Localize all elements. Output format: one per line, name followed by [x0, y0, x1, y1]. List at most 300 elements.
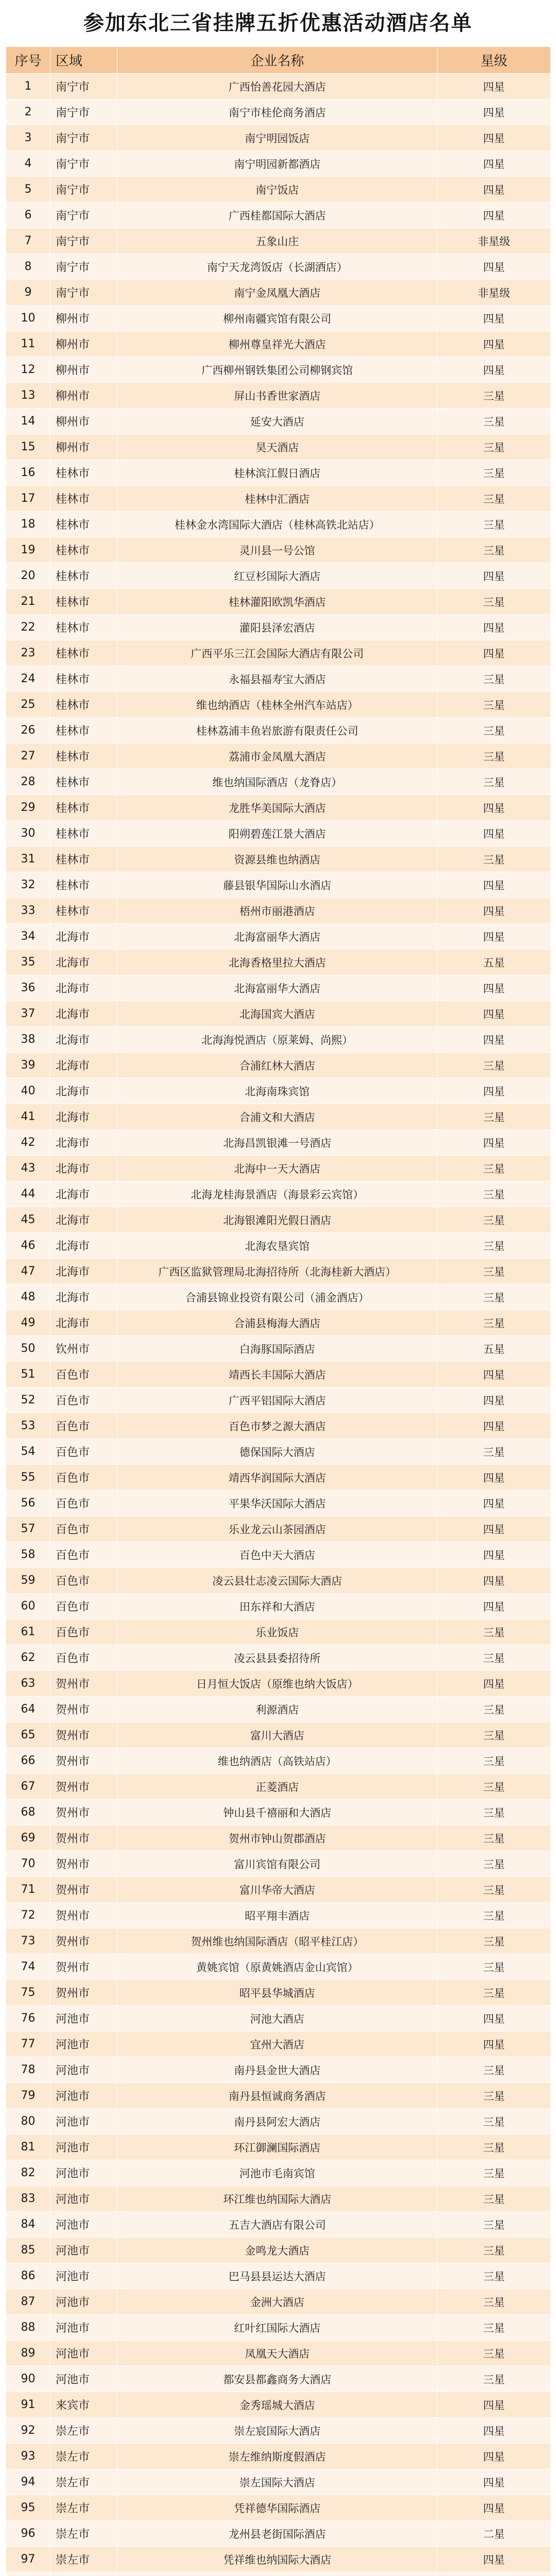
row-number: 86 — [6, 2263, 50, 2289]
row-number: 74 — [6, 1954, 50, 1980]
row-hotel-name: 广西怡善花园大酒店 — [117, 74, 438, 99]
row-hotel-name: 维也纳酒店（桂林全州汽车站店） — [117, 692, 438, 718]
row-star-rating: 三星 — [438, 1439, 551, 1465]
table-row — [6, 2418, 551, 2444]
row-star-rating: 四星 — [438, 125, 551, 151]
row-hotel-name: 梧州市丽港酒店 — [117, 898, 438, 924]
row-area: 北海市 — [50, 1207, 117, 1233]
row-number: 63 — [6, 1671, 50, 1697]
row-star-rating: 三星 — [438, 1645, 551, 1671]
row-hotel-name: 维也纳酒店（高铁站店） — [117, 1748, 438, 1774]
row-area: 北海市 — [50, 1233, 117, 1259]
table-row — [6, 1490, 551, 1516]
row-area: 桂林市 — [50, 537, 117, 563]
row-number: 33 — [6, 898, 50, 924]
row-area: 北海市 — [50, 1078, 117, 1104]
row-area — [50, 2572, 117, 2576]
header-no: 序号 — [6, 47, 50, 74]
row-area: 河池市 — [50, 2238, 117, 2263]
row-hotel-name: 龙州县老街国际酒店 — [117, 2521, 438, 2547]
row-number: 34 — [6, 924, 50, 950]
row-hotel-name: 合浦县锦业投资有限公司（浦金酒店） — [117, 1284, 438, 1310]
row-area: 贺州市 — [50, 1671, 117, 1697]
row-number: 72 — [6, 1903, 50, 1928]
row-hotel-name: 凤凰天大酒店 — [117, 2341, 438, 2366]
row-hotel-name: 富川大酒店 — [117, 1722, 438, 1748]
table-row — [6, 1387, 551, 1413]
row-star-rating: 三星 — [438, 512, 551, 537]
row-area: 北海市 — [50, 1259, 117, 1284]
table-row — [6, 434, 551, 460]
row-hotel-name: 灌阳县泽宏酒店 — [117, 615, 438, 640]
row-star-rating: 四星 — [438, 1001, 551, 1027]
row-hotel-name: 凌云县壮志凌云国际大酒店 — [117, 1568, 438, 1594]
row-number: 47 — [6, 1259, 50, 1284]
row-area: 百色市 — [50, 1465, 117, 1490]
table-row — [6, 2212, 551, 2238]
row-area: 崇左市 — [50, 2418, 117, 2444]
row-star-rating: 三星 — [438, 1748, 551, 1774]
table-row — [6, 769, 551, 795]
row-hotel-name: 桂林金水湾国际大酒店（桂林高铁北站店） — [117, 512, 438, 537]
row-hotel-name: 崇左维纳斯度假酒店 — [117, 2444, 438, 2469]
header-area: 区域 — [50, 47, 117, 74]
row-hotel-name: 北海银滩阳光假日酒店 — [117, 1207, 438, 1233]
row-hotel-name: 富川华帝大酒店 — [117, 1877, 438, 1903]
table-row — [6, 228, 551, 254]
row-area: 河池市 — [50, 2031, 117, 2057]
row-area: 北海市 — [50, 1156, 117, 1181]
row-hotel-name: 百色市梦之源大酒店 — [117, 1413, 438, 1439]
table-row — [6, 1104, 551, 1130]
row-star-rating: 四星 — [438, 177, 551, 202]
row-hotel-name: 南宁明园饭店 — [117, 125, 438, 151]
row-area: 贺州市 — [50, 1903, 117, 1928]
row-number: 29 — [6, 795, 50, 821]
row-hotel-name: 凌云县县委招待所 — [117, 1645, 438, 1671]
row-area: 河池市 — [50, 2366, 117, 2392]
row-star-rating: 四星 — [438, 924, 551, 950]
table-row — [6, 409, 551, 434]
table-row — [6, 1671, 551, 1697]
table-row — [6, 2238, 551, 2263]
table-row — [6, 2495, 551, 2521]
row-area: 河池市 — [50, 2212, 117, 2238]
table-row — [6, 1516, 551, 1542]
row-star-rating: 三星 — [438, 1104, 551, 1130]
row-number: 79 — [6, 2083, 50, 2109]
row-hotel-name: 藤县银华国际山水酒店 — [117, 872, 438, 898]
table-row — [6, 1542, 551, 1568]
row-number: 7 — [6, 228, 50, 254]
row-hotel-name: 凭祥德华国际酒店 — [117, 2495, 438, 2521]
table-row — [6, 280, 551, 306]
row-star-rating: 四星 — [438, 1362, 551, 1387]
row-star-rating: 四星 — [438, 563, 551, 589]
row-number: 4 — [6, 151, 50, 177]
table-row — [6, 1825, 551, 1851]
row-star-rating: 四星 — [438, 821, 551, 846]
table-row — [6, 2289, 551, 2315]
row-area: 北海市 — [50, 1130, 117, 1156]
row-star-rating: 四星 — [438, 1516, 551, 1542]
table-row — [6, 950, 551, 975]
row-area: 桂林市 — [50, 795, 117, 821]
row-hotel-name: 桂林荔浦丰鱼岩旅游有限责任公司 — [117, 718, 438, 743]
table-row — [6, 2134, 551, 2160]
row-area: 河池市 — [50, 2109, 117, 2134]
row-area: 百色市 — [50, 1413, 117, 1439]
row-number: 40 — [6, 1078, 50, 1104]
row-hotel-name: 凭祥维也纳国际大酒店 — [117, 2547, 438, 2572]
table-row — [6, 1980, 551, 2006]
row-area: 北海市 — [50, 1181, 117, 1207]
row-number: 51 — [6, 1362, 50, 1387]
table-row — [6, 2109, 551, 2134]
row-number: 8 — [6, 254, 50, 280]
row-star-rating: 三星 — [438, 1259, 551, 1284]
row-area: 河池市 — [50, 2263, 117, 2289]
row-number: 28 — [6, 769, 50, 795]
table-row — [6, 1619, 551, 1645]
row-star-rating: 三星 — [438, 2109, 551, 2134]
table-row — [6, 460, 551, 486]
table-header — [6, 47, 551, 74]
table-row — [6, 898, 551, 924]
row-number: 71 — [6, 1877, 50, 1903]
row-number: 83 — [6, 2186, 50, 2212]
row-number: 45 — [6, 1207, 50, 1233]
row-area: 河池市 — [50, 2134, 117, 2160]
row-star-rating: 四星 — [438, 2031, 551, 2057]
row-area: 柳州市 — [50, 434, 117, 460]
table-row — [6, 2083, 551, 2109]
row-hotel-name: 广西柳州钢铁集团公司柳钢宾馆 — [117, 357, 438, 383]
row-star-rating: 四星 — [438, 99, 551, 125]
row-number: 85 — [6, 2238, 50, 2263]
row-hotel-name: 白海豚国际酒店 — [117, 1336, 438, 1362]
row-number: 32 — [6, 872, 50, 898]
row-star-rating: 三星 — [438, 1233, 551, 1259]
row-star-rating: 三星 — [438, 743, 551, 769]
table-row — [6, 872, 551, 898]
row-hotel-name: 南丹县恒诚商务酒店 — [117, 2083, 438, 2109]
row-number: 81 — [6, 2134, 50, 2160]
row-number: 46 — [6, 1233, 50, 1259]
row-hotel-name: 五象山庄 — [117, 228, 438, 254]
row-star-rating: 四星 — [438, 254, 551, 280]
row-star-rating: 四星 — [438, 2444, 551, 2469]
row-hotel-name: 金鸣龙大酒店 — [117, 2238, 438, 2263]
table-row — [6, 2031, 551, 2057]
row-number: 50 — [6, 1336, 50, 1362]
table-row — [6, 2547, 551, 2572]
row-area: 百色市 — [50, 1362, 117, 1387]
row-star-rating: 四星 — [438, 151, 551, 177]
table-row — [6, 2392, 551, 2418]
table-row — [6, 2444, 551, 2469]
row-number: 1 — [6, 74, 50, 99]
row-area: 桂林市 — [50, 846, 117, 872]
row-star-rating: 三星 — [438, 1851, 551, 1877]
row-number: 9 — [6, 280, 50, 306]
table-row — [6, 563, 551, 589]
row-number: 80 — [6, 2109, 50, 2134]
row-area: 北海市 — [50, 1310, 117, 1336]
row-hotel-name: 永福县福寿宝大酒店 — [117, 666, 438, 692]
row-star-rating: 三星 — [438, 434, 551, 460]
row-number: 94 — [6, 2469, 50, 2495]
table-row — [6, 1697, 551, 1722]
row-star-rating: 三星 — [438, 1181, 551, 1207]
row-hotel-name: 延安大酒店 — [117, 409, 438, 434]
row-star-rating: 三星 — [438, 718, 551, 743]
row-hotel-name: 北海南珠宾馆 — [117, 1078, 438, 1104]
row-hotel-name: 广西平铝国际大酒店 — [117, 1387, 438, 1413]
row-hotel-name: 维也纳国际酒店（龙脊店） — [117, 769, 438, 795]
table-row — [6, 1413, 551, 1439]
row-area: 桂林市 — [50, 872, 117, 898]
row-number: 64 — [6, 1697, 50, 1722]
table-row — [6, 1233, 551, 1259]
row-hotel-name: 北海农垦宾馆 — [117, 1233, 438, 1259]
row-star-rating: 四星 — [438, 2495, 551, 2521]
header-row — [6, 47, 551, 74]
row-hotel-name: 百色中天大酒店 — [117, 1542, 438, 1568]
table-row — [6, 2186, 551, 2212]
row-area: 贺州市 — [50, 1722, 117, 1748]
row-number: 90 — [6, 2366, 50, 2392]
row-number: 27 — [6, 743, 50, 769]
row-hotel-name: 合浦红林大酒店 — [117, 1053, 438, 1078]
row-hotel-name — [117, 2572, 438, 2576]
table-row — [6, 2521, 551, 2547]
table-row — [6, 615, 551, 640]
row-hotel-name: 柳州南疆宾馆有限公司 — [117, 306, 438, 331]
table-row — [6, 1439, 551, 1465]
row-star-rating: 三星 — [438, 1156, 551, 1181]
row-hotel-name: 富川宾馆有限公司 — [117, 1851, 438, 1877]
table-row — [6, 383, 551, 409]
row-area: 百色市 — [50, 1568, 117, 1594]
row-hotel-name: 资源县维也纳酒店 — [117, 846, 438, 872]
row-number: 91 — [6, 2392, 50, 2418]
row-hotel-name: 河池大酒店 — [117, 2006, 438, 2031]
table-row — [6, 2315, 551, 2341]
row-hotel-name: 龙胜华美国际大酒店 — [117, 795, 438, 821]
table-row — [6, 795, 551, 821]
row-area: 桂林市 — [50, 821, 117, 846]
row-hotel-name: 五吉大酒店有限公司 — [117, 2212, 438, 2238]
row-hotel-name: 日月恒大饭店（原维也纳大饭店） — [117, 1671, 438, 1697]
row-area: 南宁市 — [50, 177, 117, 202]
table-row — [6, 1568, 551, 1594]
row-star-rating: 三星 — [438, 2315, 551, 2341]
table-row — [6, 2469, 551, 2495]
row-hotel-name: 宜州大酒店 — [117, 2031, 438, 2057]
table-row — [6, 99, 551, 125]
row-star-rating: 四星 — [438, 306, 551, 331]
row-number: 14 — [6, 409, 50, 434]
row-area: 河池市 — [50, 2289, 117, 2315]
row-star-rating: 三星 — [438, 2289, 551, 2315]
table-row — [6, 357, 551, 383]
table-row — [6, 1722, 551, 1748]
table-row — [6, 537, 551, 563]
row-hotel-name: 南宁天龙湾饭店（长湖酒店） — [117, 254, 438, 280]
row-number: 92 — [6, 2418, 50, 2444]
row-hotel-name: 南丹县阿宏大酒店 — [117, 2109, 438, 2134]
row-area: 北海市 — [50, 950, 117, 975]
row-hotel-name: 北海香格里拉大酒店 — [117, 950, 438, 975]
row-star-rating: 四星 — [438, 1671, 551, 1697]
table-row — [6, 2572, 551, 2576]
row-star-rating: 三星 — [438, 409, 551, 434]
row-area: 河池市 — [50, 2341, 117, 2366]
row-area: 柳州市 — [50, 306, 117, 331]
row-star-rating: 三星 — [438, 1825, 551, 1851]
row-area: 柳州市 — [50, 383, 117, 409]
row-number: 11 — [6, 331, 50, 357]
row-area: 桂林市 — [50, 640, 117, 666]
table-row — [6, 331, 551, 357]
row-area: 桂林市 — [50, 563, 117, 589]
row-star-rating: 四星 — [438, 640, 551, 666]
row-hotel-name: 桂林中汇酒店 — [117, 486, 438, 512]
table-row — [6, 1645, 551, 1671]
row-number: 60 — [6, 1594, 50, 1619]
row-star-rating: 三星 — [438, 1619, 551, 1645]
row-area: 柳州市 — [50, 331, 117, 357]
row-number: 2 — [6, 99, 50, 125]
row-hotel-name: 田东祥和大酒店 — [117, 1594, 438, 1619]
row-star-rating: 四星 — [438, 1465, 551, 1490]
row-number: 67 — [6, 1774, 50, 1800]
row-area: 贺州市 — [50, 1928, 117, 1954]
row-hotel-name: 环江维也纳国际大酒店 — [117, 2186, 438, 2212]
row-star-rating: 三星 — [438, 1980, 551, 2006]
row-number: 23 — [6, 640, 50, 666]
row-number: 3 — [6, 125, 50, 151]
row-hotel-name: 金秀瑶城大酒店 — [117, 2392, 438, 2418]
row-area: 贺州市 — [50, 1980, 117, 2006]
row-area: 贺州市 — [50, 1851, 117, 1877]
row-hotel-name: 红叶红国际大酒店 — [117, 2315, 438, 2341]
table-row — [6, 1259, 551, 1284]
row-star-rating: 三星 — [438, 1284, 551, 1310]
row-star-rating: 四星 — [438, 2547, 551, 2572]
table-row — [6, 666, 551, 692]
row-area: 百色市 — [50, 1516, 117, 1542]
row-area: 北海市 — [50, 1104, 117, 1130]
row-star-rating: 三星 — [438, 1310, 551, 1336]
row-hotel-name: 北海中一天大酒店 — [117, 1156, 438, 1181]
row-star-rating: 四星 — [438, 2418, 551, 2444]
row-number: 84 — [6, 2212, 50, 2238]
table-row — [6, 254, 551, 280]
table-row — [6, 1594, 551, 1619]
table-row — [6, 1001, 551, 1027]
table-row — [6, 2366, 551, 2392]
row-area: 桂林市 — [50, 589, 117, 615]
row-star-rating: 四星 — [438, 1568, 551, 1594]
row-star-rating: 三星 — [438, 589, 551, 615]
row-number: 26 — [6, 718, 50, 743]
table-row — [6, 924, 551, 950]
header-star: 星级 — [438, 47, 551, 74]
row-number: 88 — [6, 2315, 50, 2341]
row-number: 58 — [6, 1542, 50, 1568]
table-row — [6, 1156, 551, 1181]
table-row — [6, 2057, 551, 2083]
row-star-rating: 四星 — [438, 357, 551, 383]
row-star-rating: 四星 — [438, 1594, 551, 1619]
row-area: 百色市 — [50, 1619, 117, 1645]
row-number: 38 — [6, 1027, 50, 1053]
table-row — [6, 74, 551, 99]
row-hotel-name: 崇左国际大酒店 — [117, 2469, 438, 2495]
row-star-rating: 四星 — [438, 2392, 551, 2418]
row-hotel-name: 荔浦市金凤凰大酒店 — [117, 743, 438, 769]
row-star-rating: 三星 — [438, 537, 551, 563]
row-number: 16 — [6, 460, 50, 486]
row-area: 百色市 — [50, 1387, 117, 1413]
row-star-rating: 四星 — [438, 1413, 551, 1439]
row-number: 62 — [6, 1645, 50, 1671]
row-number: 43 — [6, 1156, 50, 1181]
row-hotel-name: 环江御澜国际酒店 — [117, 2134, 438, 2160]
row-number: 44 — [6, 1181, 50, 1207]
row-star-rating: 三星 — [438, 383, 551, 409]
row-number: 76 — [6, 2006, 50, 2031]
table-row — [6, 486, 551, 512]
row-hotel-name: 广西桂都国际大酒店 — [117, 202, 438, 228]
row-area: 钦州市 — [50, 1336, 117, 1362]
row-number: 68 — [6, 1800, 50, 1825]
table-row — [6, 125, 551, 151]
row-hotel-name: 南宁市桂伦商务酒店 — [117, 99, 438, 125]
row-number: 59 — [6, 1568, 50, 1594]
row-area: 南宁市 — [50, 254, 117, 280]
table-row — [6, 975, 551, 1001]
table-row — [6, 1284, 551, 1310]
row-star-rating: 三星 — [438, 2341, 551, 2366]
row-star-rating: 三星 — [438, 2263, 551, 2289]
row-star-rating — [438, 2572, 551, 2576]
row-hotel-name: 金洲大酒店 — [117, 2289, 438, 2315]
table-row — [6, 2341, 551, 2366]
row-hotel-name: 合浦县梅海大酒店 — [117, 1310, 438, 1336]
row-hotel-name: 南宁明园新都酒店 — [117, 151, 438, 177]
row-number: 55 — [6, 1465, 50, 1490]
table-row — [6, 1181, 551, 1207]
row-star-rating: 四星 — [438, 872, 551, 898]
row-star-rating: 四星 — [438, 2006, 551, 2031]
row-number: 95 — [6, 2495, 50, 2521]
row-area: 河池市 — [50, 2083, 117, 2109]
row-area: 河池市 — [50, 2057, 117, 2083]
row-area: 北海市 — [50, 1001, 117, 1027]
row-number: 5 — [6, 177, 50, 202]
row-star-rating: 四星 — [438, 202, 551, 228]
row-area: 南宁市 — [50, 280, 117, 306]
row-hotel-name: 南宁金凤凰大酒店 — [117, 280, 438, 306]
row-number: 49 — [6, 1310, 50, 1336]
row-hotel-name: 都安县都鑫商务大酒店 — [117, 2366, 438, 2392]
row-number: 10 — [6, 306, 50, 331]
row-star-rating: 四星 — [438, 1078, 551, 1104]
row-area: 河池市 — [50, 2315, 117, 2341]
